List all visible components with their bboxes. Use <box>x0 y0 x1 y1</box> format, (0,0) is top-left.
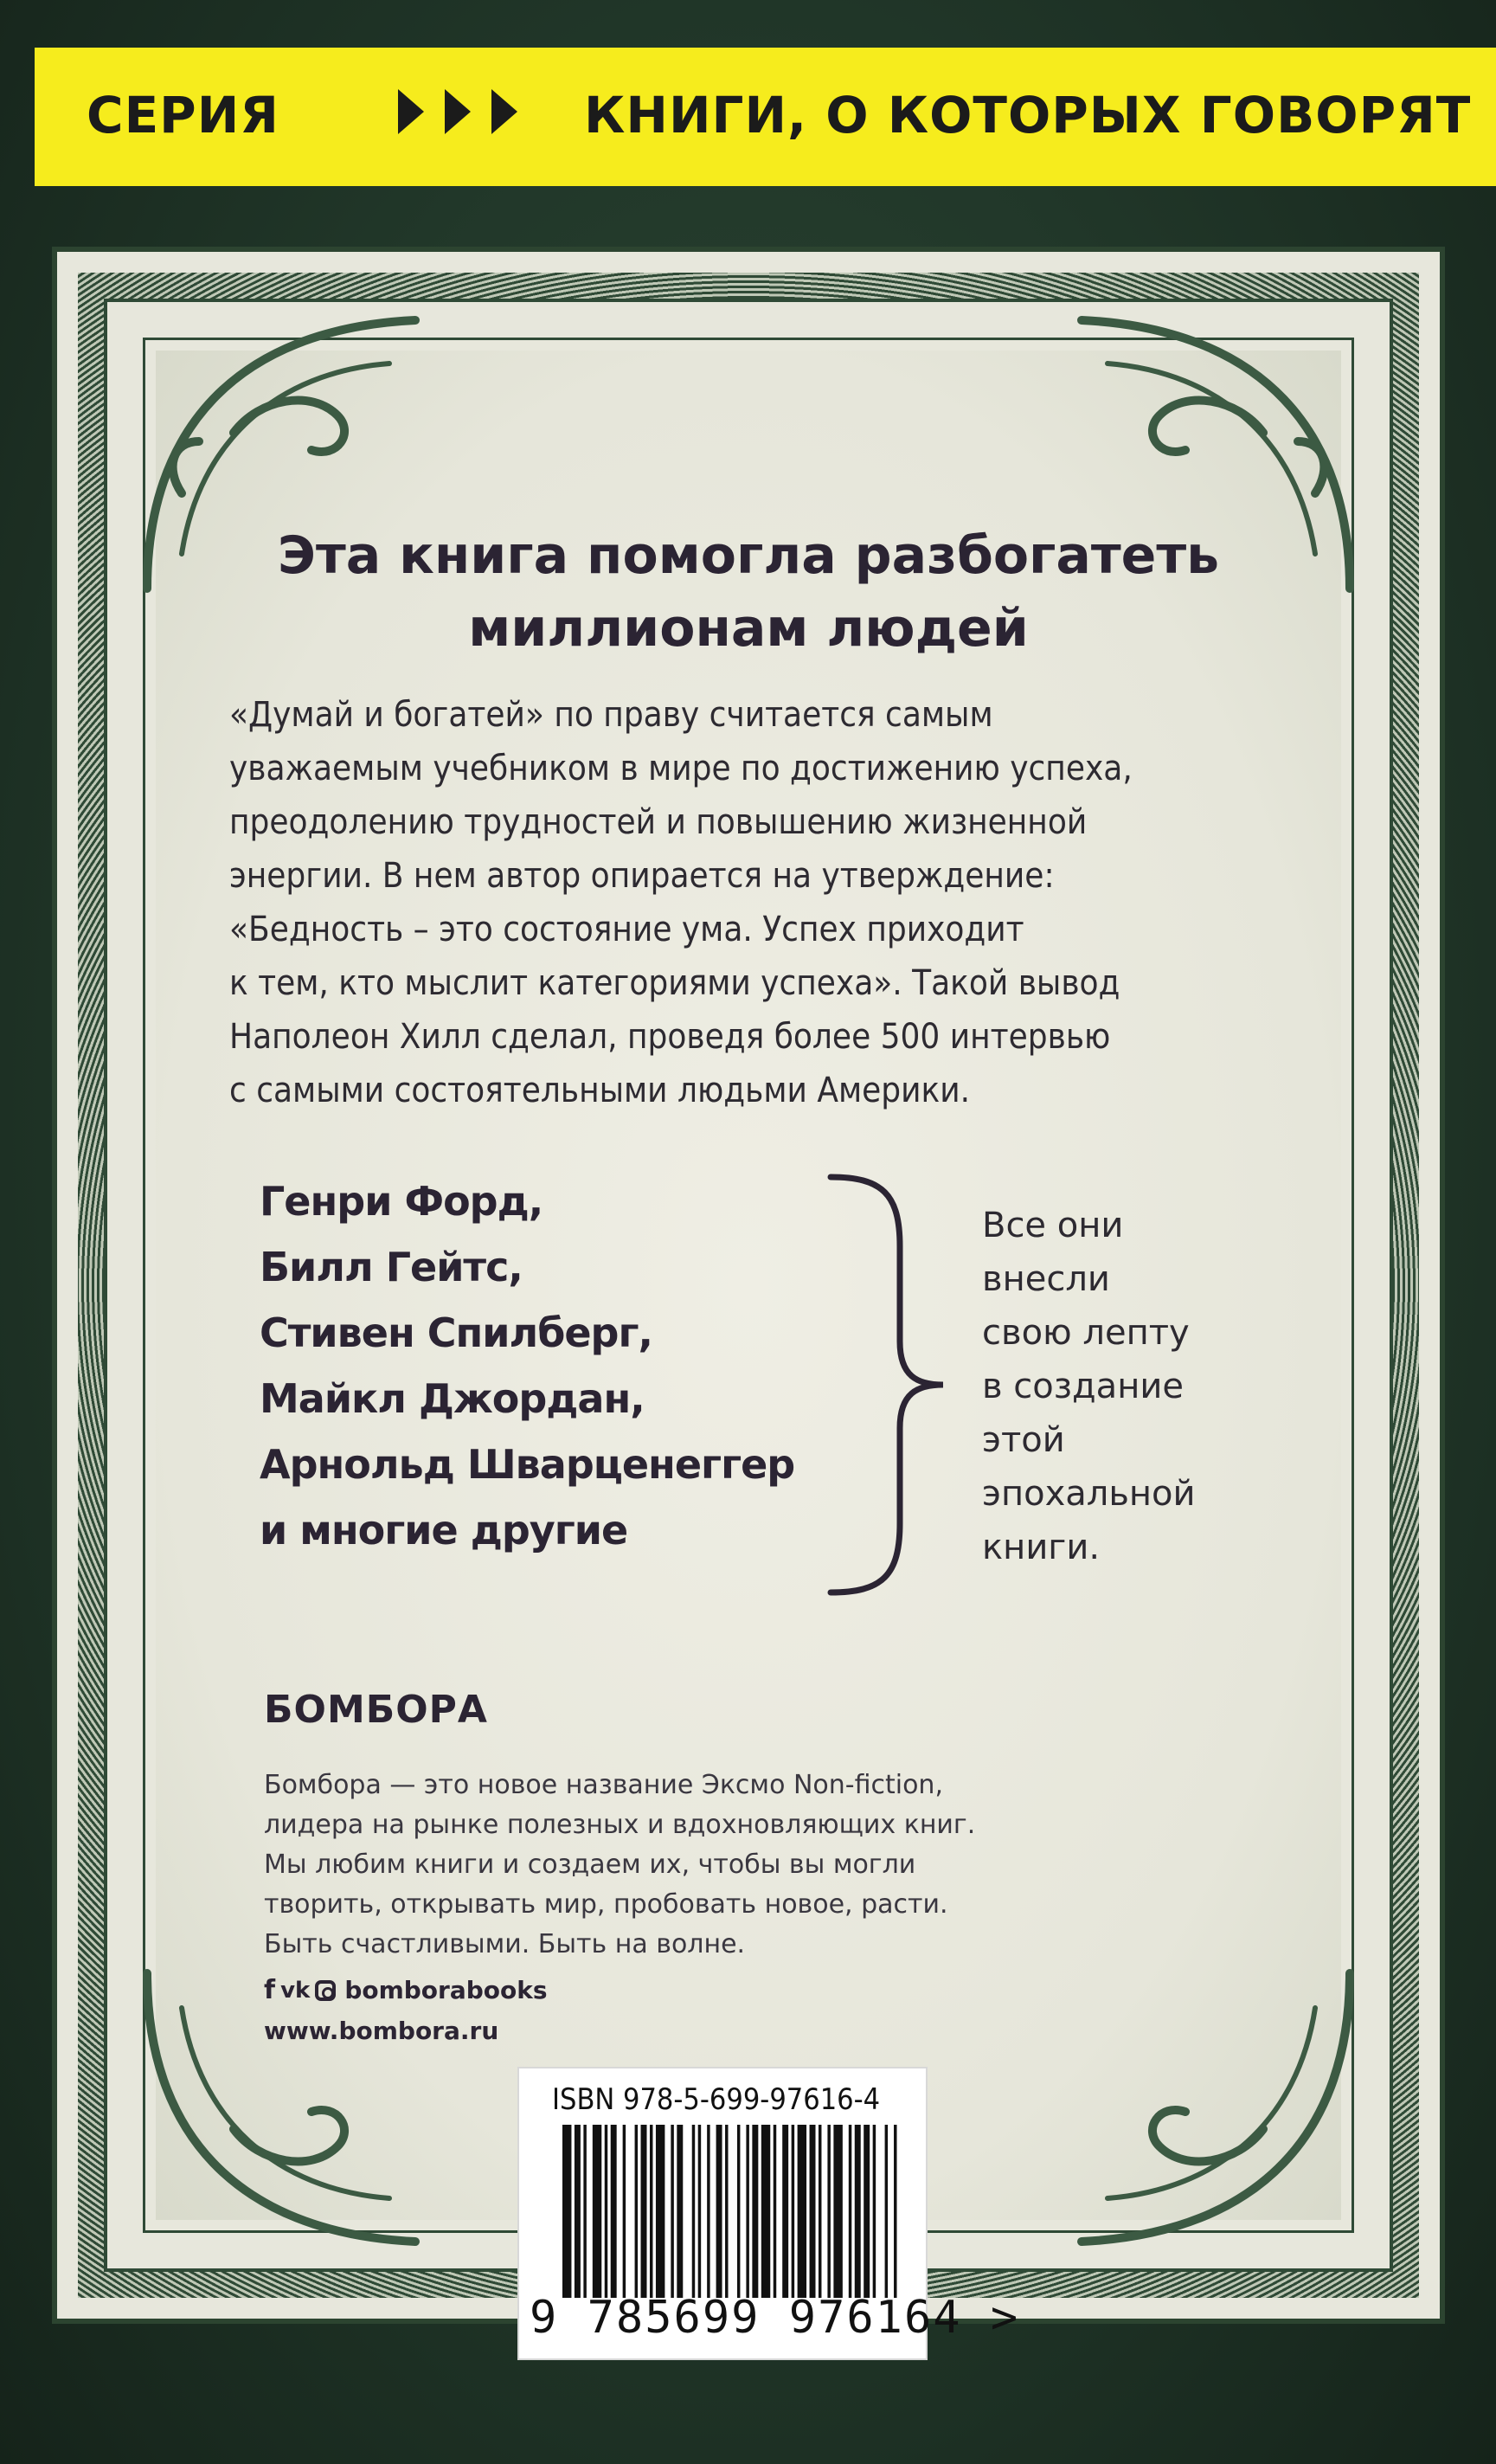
names-list <box>260 1168 794 1563</box>
side-note-line: в создание <box>982 1367 1184 1406</box>
series-title: КНИГИ, О КОТОРЫХ ГОВОРЯТ <box>584 86 1472 145</box>
headline-line-1: Эта книга помогла разбогатеть <box>277 525 1220 586</box>
barcode-bar <box>562 2125 571 2298</box>
website-link: www.bombora.ru <box>264 2017 499 2045</box>
barcode-bar <box>833 2125 842 2298</box>
vk-icon: vk <box>280 1977 311 2004</box>
social-links <box>264 1975 548 2005</box>
name-item: Генри Форд, <box>260 1178 543 1225</box>
barcode-bar <box>641 2125 647 2298</box>
description-line: Наполеон Хилл сделал, проведя более 500 интервью <box>229 1017 1111 1057</box>
headline <box>156 519 1341 665</box>
barcode-bar <box>827 2125 830 2298</box>
side-note <box>982 1199 1276 1574</box>
series-label: СЕРИЯ <box>87 86 279 145</box>
barcode-bar <box>725 2125 728 2298</box>
barcode-bar <box>593 2125 601 2298</box>
barcode-bar <box>761 2125 770 2298</box>
description-line: «Бедность – это состояние ума. Успех приходит <box>229 910 1024 949</box>
barcode-bar <box>873 2125 876 2298</box>
ean-digits: 9 785699 976164 > <box>530 2292 1020 2344</box>
publisher-line: Мы любим книги и создаем их, чтобы вы могли <box>264 1850 916 1880</box>
barcode-bar <box>810 2125 816 2298</box>
headline-line-2: миллионам людей <box>468 598 1029 659</box>
side-note-line: Все они <box>982 1206 1124 1245</box>
side-note-line: свою лепту <box>982 1313 1190 1353</box>
barcode-bar <box>583 2125 586 2298</box>
barcode-bar <box>774 2125 776 2298</box>
publisher-line: лидера на рынке полезных и вдохновляющих книг. <box>264 1810 976 1840</box>
side-note-line: этой <box>982 1420 1065 1460</box>
barcode-bar <box>635 2125 638 2298</box>
barcode-bar <box>623 2125 626 2298</box>
barcode-bar <box>849 2125 851 2298</box>
description-paragraph <box>229 688 1311 1117</box>
barcode-bar <box>677 2125 683 2298</box>
name-item: и многие другие <box>260 1507 628 1554</box>
publisher-line: творить, открывать мир, пробовать новое, расти. <box>264 1889 948 1920</box>
barcode-bar <box>819 2125 821 2298</box>
name-item: Арнольд Шварценеггер <box>260 1441 795 1488</box>
side-note-line: внесли <box>982 1259 1110 1299</box>
ornament-corner-icon <box>1056 1956 1367 2268</box>
barcode-bar <box>716 2125 722 2298</box>
description-line: с самыми состоятельными людьми Америки. <box>229 1071 971 1110</box>
barcode-bar <box>798 2125 806 2298</box>
barcode-bar <box>707 2125 709 2298</box>
barcode-bar <box>575 2125 581 2298</box>
barcode-icon <box>562 2125 900 2298</box>
side-note-line: эпохальной <box>982 1474 1196 1514</box>
barcode-bar <box>650 2125 652 2298</box>
side-note-line: книги. <box>982 1528 1101 1567</box>
barcode-bar <box>671 2125 673 2298</box>
name-item: Билл Гейтс, <box>260 1244 523 1290</box>
barcode-bar <box>855 2125 861 2298</box>
instagram-icon <box>315 1980 336 2001</box>
publisher-description <box>264 1766 1129 1965</box>
description-line: «Думай и богатей» по праву считается самым <box>229 695 993 735</box>
barcode-bar <box>752 2125 758 2298</box>
barcode-bar <box>692 2125 695 2298</box>
barcode-bar <box>611 2125 617 2298</box>
barcode-bar <box>894 2125 896 2298</box>
description-line: уважаемым учебником в мире по достижению успеха, <box>229 749 1133 788</box>
facebook-icon: f <box>264 1975 276 2005</box>
barcode-bar <box>746 2125 748 2298</box>
publisher-line: Бомбора — это новое название Эксмо Non-fiction, <box>264 1770 943 1800</box>
barcode-bar <box>885 2125 888 2298</box>
series-arrows-icon <box>398 89 538 138</box>
barcode-bar <box>782 2125 788 2298</box>
barcode-bar <box>792 2125 794 2298</box>
barcode-bar <box>656 2125 665 2298</box>
publisher-name: БОМБОРА <box>264 1688 488 1732</box>
publisher-line: Быть счастливыми. Быть на волне. <box>264 1929 746 1959</box>
barcode-bar <box>698 2125 701 2298</box>
barcode-bar <box>864 2125 870 2298</box>
series-band <box>35 48 1496 186</box>
barcode-bar <box>605 2125 607 2298</box>
description-line: энергии. В нем автор опирается на утверждение: <box>229 856 1055 896</box>
name-item: Стивен Спилберг, <box>260 1309 652 1356</box>
name-item: Майкл Джордан, <box>260 1375 645 1422</box>
curly-brace-icon <box>822 1168 952 1601</box>
social-handle: bomborabooks <box>344 1976 548 2004</box>
barcode-bar <box>737 2125 740 2298</box>
isbn-text: ISBN 978-5-699-97616-4 <box>552 2082 881 2117</box>
description-line: к тем, кто мыслит категориями успеха». Такой вывод <box>229 963 1120 1003</box>
barcode-sticker <box>519 2068 1020 2358</box>
description-line: преодолению трудностей и повышению жизненной <box>229 802 1088 842</box>
